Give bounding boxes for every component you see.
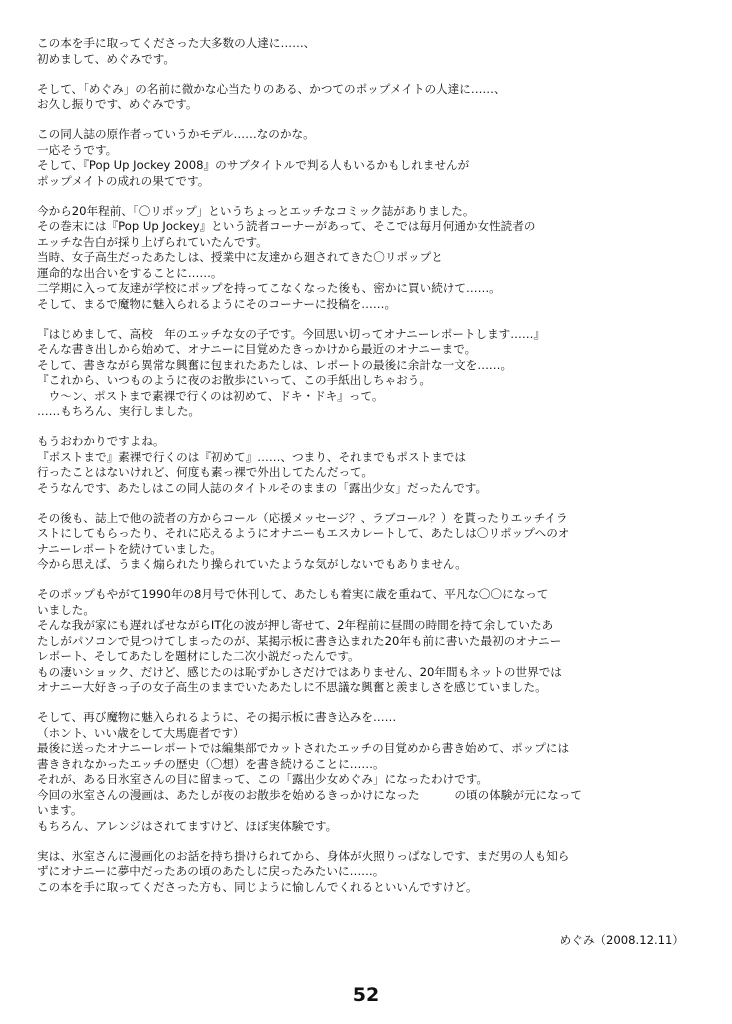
text-line: もの凄いショック、だけど、感じたのは恥ずかしさだけではありません、20年間もネットの世界では	[37, 664, 562, 679]
text-line: その巻末には『Pop Up Jockey』という読者コーナーがあって、そこでは毎月何通か女性読者の	[37, 219, 536, 233]
text-line: ウ〜ン、ポストまで素裸で行くのは初めて、ドキ・ドキ』って。	[37, 388, 384, 403]
text-line: そして、再び魔物に魅入られるように、その掲示板に書き込みを……	[37, 710, 397, 724]
text-line: 一応そうです。	[37, 142, 118, 157]
text-line: 当時、女子高生だったあたしは、授業中に友達から廻されてきた〇リポップと	[37, 250, 443, 264]
text-line: 行ったことはないけれど、何度も素っ裸で外出してたんだって。	[37, 465, 373, 479]
text-line: そんな我が家にも遅ればせながらIT化の波が押し寄せて、2年程前に昼間の時間を持て余していたあ	[37, 618, 554, 632]
text-line: 二学期に入って友達が学校にポップを持ってこなくなった後も、密かに買い続けて……。	[37, 281, 501, 295]
paragraph	[37, 710, 697, 834]
text-line: レポート、そしてあたしを題材にした二次小説だったんです。	[37, 649, 360, 663]
text-line: 今から思えば、うまく煽られたり操られていたような気がしないでもありません。	[37, 557, 467, 571]
text-line: ……もちろん、実行しました。	[37, 404, 201, 418]
text-line: そうなんです、あたしはこの同人誌のタイトルそのままの「露出少女」だったんです。	[37, 480, 488, 495]
text-line: そして、「めぐみ」の名前に微かな心当たりのある、かつてのポップメイトの人達に……、	[37, 81, 506, 96]
text-line: ナニーレポートを続けていました。	[37, 541, 222, 556]
text-line: そして、書きながら異常な興奮に包まれたあたしは、レポートの最後に余計な一文を……。	[37, 357, 513, 372]
text-line: エッチな告白が採り上げられていたんです。	[37, 234, 268, 249]
text-line: 実は、氷室さんに漫画化のお話を持ち掛けられてから、身体が火照りっぱなしです、まだ男の人も知ら	[37, 848, 570, 863]
text-line: 今回の氷室さんの漫画は、あたしが夜のお散歩を始めるきっかけになった の頃の体験が元になって	[37, 787, 582, 802]
paragraph	[37, 434, 697, 496]
text-line: もちろん、アレンジはされてますけど、ほぼ実体験です。	[37, 818, 338, 833]
text-line: もうおわかりですよね。	[37, 434, 165, 448]
text-line: 今から20年程前、「〇リポップ」というちょっとエッチなコミック誌がありました。	[37, 203, 475, 218]
text-line: 『これから、いつものように夜のお散歩にいって、この手紙出しちゃおう。	[37, 373, 431, 387]
text-line: そのポップもやがて1990年の8月号で休刊して、あたしも着実に歳を重ねて、平凡な〇〇になって	[37, 587, 549, 601]
text-line: この本を手に取ってくださった方も、同じように愉しんでくれるといいんですけど。	[37, 879, 478, 894]
paragraph	[37, 127, 697, 189]
text-line: いました。	[37, 602, 95, 617]
page-number: 52	[352, 984, 380, 1006]
paragraph	[37, 511, 697, 573]
paragraph	[37, 82, 697, 113]
text-line: 初めまして、めぐみです。	[37, 51, 175, 66]
text-line: 『はじめまして、高校 年のエッチな女の子です。今回思い切ってオナニーレポートします……』	[37, 326, 546, 341]
paragraph	[37, 587, 697, 696]
text-line: ストにしてもらったり、それに応えるようにオナニーもエスカレートして、あたしは〇リポップへのオ	[37, 526, 570, 540]
text-line: 『ポストまで』素裸で行くのは『初めて』……、つまり、それまでもポストまでは	[37, 449, 466, 464]
text-line: オナニー大好きっ子の女子高生のままでいたあたしに不思議な興奮と羨ましさを感じていました。	[37, 680, 547, 694]
paragraph	[37, 327, 697, 420]
text-line: そして、『Pop Up Jockey 2008』のサブタイトルで判る人もいるかもしれませんが	[37, 158, 470, 172]
text-line: ポップメイトの成れの果てです。	[37, 173, 210, 188]
text-line: 最後に送ったオナニーレポートでは編集部でカットされたエッチの目覚めから書き始めて、ポップには	[37, 741, 570, 755]
text-line: そんな書き出しから始めて、オナニーに目覚めたきっかけから最近のオナニーまで。	[37, 342, 477, 356]
paragraph	[37, 849, 697, 896]
text-line: その後も、誌上で他の読者の方からコール（応援メッセージ？、ラブコール？）を貰ったりエッチイラ	[37, 510, 568, 525]
text-line: それが、ある日氷室さんの目に留まって、この「露出少女めぐみ」になったわけです。	[37, 772, 488, 786]
text-line: ずにオナニーに夢中だったあの頃のあたしに戻ったみたいに……。	[37, 864, 385, 878]
text-line: 書ききれなかったエッチの歴史（〇想）を書き続けることに……。	[37, 756, 385, 771]
text-line: この同人誌の原作者っていうかモデル……なのかな。	[37, 127, 315, 141]
text-line: います。	[37, 803, 83, 817]
paragraph	[37, 36, 697, 67]
text-line: お久し振りです、めぐみです。	[37, 97, 198, 111]
text-line: 運命的な出合いをすることに……。	[37, 265, 223, 280]
body-text	[37, 36, 697, 910]
paragraph	[37, 204, 697, 313]
text-line: たしがパソコンで見つけてしまったのが、某掲示板に書き込まれた20年も前に書いた最初のオナニー	[37, 633, 562, 648]
signature: めぐみ（2008.12.11）	[559, 933, 684, 947]
text-line: この本を手に取ってくださった大多数の人達に……、	[37, 36, 316, 50]
text-line: そして、まるで魔物に魅入られるようにそのコーナーに投稿を……。	[37, 296, 397, 311]
text-line: （ホント、いい歳をして大馬鹿者です）	[37, 725, 245, 740]
